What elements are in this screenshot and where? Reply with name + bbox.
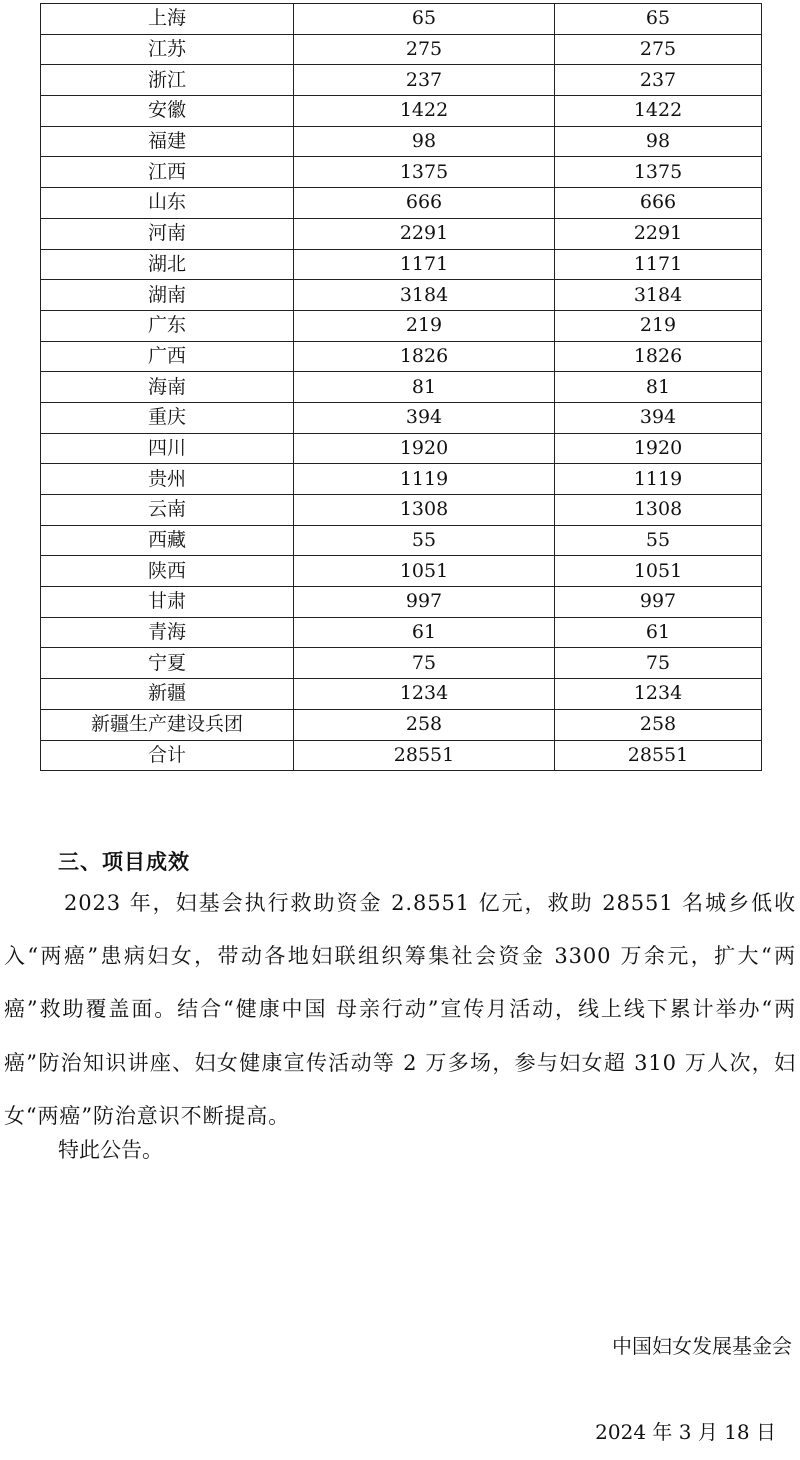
results-paragraph: 2023 年，妇基会执行救助资金 2.8551 亿元，救助 28551 名城乡低收入“两癌”患病妇女，带动各地妇联组织筹集社会资金 3300 万余元，扩大“两癌”救助覆盖面。结合“健康中国 母亲行动”宣传月活动，线上线下累计举办“两癌”防治知识讲座、妇女健康宣传活动等 2 万多场，参与妇女超 310 万人次，妇女“两癌”防治意识不断提高。 <box>4 891 796 1128</box>
table-row <box>41 617 762 648</box>
value-cell: 98 <box>555 126 762 157</box>
value-cell: 1171 <box>294 249 555 280</box>
value-cell: 81 <box>294 372 555 403</box>
value-cell: 61 <box>294 617 555 648</box>
value-cell: 394 <box>555 402 762 433</box>
table-row <box>41 495 762 526</box>
table-row <box>41 157 762 188</box>
province-cell: 新疆 <box>41 679 294 710</box>
value-cell: 258 <box>555 709 762 740</box>
value-cell: 1234 <box>555 679 762 710</box>
value-cell: 1920 <box>555 433 762 464</box>
value-cell: 1826 <box>555 341 762 372</box>
province-cell: 宁夏 <box>41 648 294 679</box>
province-cell: 西藏 <box>41 525 294 556</box>
table-row <box>41 433 762 464</box>
value-cell: 28551 <box>555 740 762 771</box>
value-cell: 55 <box>294 525 555 556</box>
province-cell: 新疆生产建设兵团 <box>41 709 294 740</box>
province-cell: 海南 <box>41 372 294 403</box>
value-cell: 275 <box>294 34 555 65</box>
province-cell: 河南 <box>41 218 294 249</box>
value-cell: 1375 <box>555 157 762 188</box>
table-row <box>41 65 762 96</box>
table-row <box>41 525 762 556</box>
value-cell: 1051 <box>294 556 555 587</box>
province-cell: 湖北 <box>41 249 294 280</box>
table-row <box>41 556 762 587</box>
value-cell: 237 <box>555 65 762 96</box>
value-cell: 2291 <box>555 218 762 249</box>
province-cell: 江西 <box>41 157 294 188</box>
value-cell: 98 <box>294 126 555 157</box>
value-cell: 1171 <box>555 249 762 280</box>
section-heading: 三、项目成效 <box>58 850 190 874</box>
table-row <box>41 218 762 249</box>
table-row <box>41 126 762 157</box>
table-row <box>41 648 762 679</box>
province-cell: 重庆 <box>41 402 294 433</box>
value-cell: 61 <box>555 617 762 648</box>
table-row <box>41 4 762 35</box>
value-cell: 65 <box>555 4 762 35</box>
table-row <box>41 587 762 618</box>
value-cell: 1422 <box>294 96 555 127</box>
province-cell: 湖南 <box>41 280 294 311</box>
value-cell: 666 <box>294 188 555 219</box>
value-cell: 1422 <box>555 96 762 127</box>
table-row <box>41 402 762 433</box>
value-cell: 75 <box>555 648 762 679</box>
value-cell: 997 <box>294 587 555 618</box>
province-cell: 四川 <box>41 433 294 464</box>
value-cell: 1119 <box>294 464 555 495</box>
value-cell: 258 <box>294 709 555 740</box>
value-cell: 75 <box>294 648 555 679</box>
value-cell: 55 <box>555 525 762 556</box>
table-row <box>41 96 762 127</box>
table-row <box>41 740 762 771</box>
value-cell: 275 <box>555 34 762 65</box>
province-cell: 山东 <box>41 188 294 219</box>
value-cell: 394 <box>294 402 555 433</box>
province-cell: 江苏 <box>41 34 294 65</box>
province-cell: 广西 <box>41 341 294 372</box>
value-cell: 1234 <box>294 679 555 710</box>
value-cell: 219 <box>555 310 762 341</box>
value-cell: 1051 <box>555 556 762 587</box>
notice-text: 特此公告。 <box>58 1138 163 1162</box>
value-cell: 997 <box>555 587 762 618</box>
province-cell: 合计 <box>41 740 294 771</box>
value-cell: 65 <box>294 4 555 35</box>
table-row <box>41 679 762 710</box>
value-cell: 1826 <box>294 341 555 372</box>
value-cell: 1119 <box>555 464 762 495</box>
table-row <box>41 372 762 403</box>
value-cell: 81 <box>555 372 762 403</box>
province-cell: 青海 <box>41 617 294 648</box>
value-cell: 1308 <box>294 495 555 526</box>
province-data-table <box>40 3 762 771</box>
table-row <box>41 341 762 372</box>
province-cell: 浙江 <box>41 65 294 96</box>
announcement-date: 2024 年 3 月 18 日 <box>595 1420 776 1444</box>
table-row <box>41 709 762 740</box>
value-cell: 666 <box>555 188 762 219</box>
province-cell: 安徽 <box>41 96 294 127</box>
value-cell: 2291 <box>294 218 555 249</box>
value-cell: 237 <box>294 65 555 96</box>
value-cell: 1920 <box>294 433 555 464</box>
table-body <box>41 4 762 771</box>
province-cell: 陕西 <box>41 556 294 587</box>
value-cell: 3184 <box>294 280 555 311</box>
province-cell: 福建 <box>41 126 294 157</box>
province-cell: 广东 <box>41 310 294 341</box>
table-row <box>41 249 762 280</box>
table-row <box>41 464 762 495</box>
province-cell: 上海 <box>41 4 294 35</box>
value-cell: 3184 <box>555 280 762 311</box>
table-row <box>41 310 762 341</box>
value-cell: 1375 <box>294 157 555 188</box>
value-cell: 28551 <box>294 740 555 771</box>
table-row <box>41 188 762 219</box>
value-cell: 219 <box>294 310 555 341</box>
province-cell: 贵州 <box>41 464 294 495</box>
table-row <box>41 34 762 65</box>
value-cell: 1308 <box>555 495 762 526</box>
table-row <box>41 280 762 311</box>
organization-name: 中国妇女发展基金会 <box>612 1334 792 1358</box>
province-cell: 甘肃 <box>41 587 294 618</box>
province-cell: 云南 <box>41 495 294 526</box>
